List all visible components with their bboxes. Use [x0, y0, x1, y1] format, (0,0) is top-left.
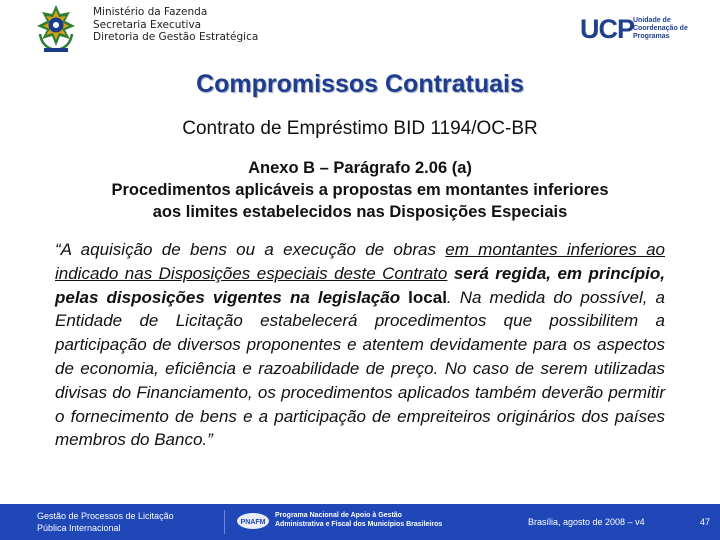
- annex-line1: Anexo B – Parágrafo 2.06 (a): [248, 159, 472, 177]
- ucp-logo-icon: [580, 14, 688, 44]
- org-ministry: Ministério da Fazenda: [93, 6, 208, 18]
- ucp-logo-subtext: [633, 17, 688, 41]
- ucp-logo-letters: UCP: [580, 14, 635, 44]
- org-directorate: Diretoria de Gestão Estratégica: [93, 31, 259, 43]
- brazil-coat-of-arms-icon: [32, 4, 80, 54]
- quote-bold-local: local: [408, 287, 447, 307]
- footer-bar: [0, 504, 720, 540]
- footer-date: Brasília, agosto de 2008 – v4: [528, 517, 645, 527]
- ucp-sub-line1: Unidade de: [633, 17, 671, 24]
- contract-quote: [55, 238, 665, 452]
- quote-open: “A aquisição de bens ou a execução de obras: [55, 240, 446, 259]
- ucp-sub-line2: Coordenação de: [633, 25, 688, 32]
- pnafm-logo-text: PNAFM: [240, 519, 266, 526]
- page-number: 47: [700, 517, 711, 527]
- annex-line2: Procedimentos aplicáveis a propostas em montantes inferiores: [111, 181, 609, 199]
- footer-divider: [224, 510, 225, 534]
- pnafm-logo-icon: [236, 512, 270, 530]
- footer-program: [275, 512, 442, 529]
- footer-course-line1: Gestão de Processos de Licitação: [37, 511, 174, 521]
- quote-underlined: em montantes inferiores ao indicado nas Disposições especiais deste Contrato: [55, 240, 665, 283]
- ucp-sub-line3: Programas: [633, 33, 670, 40]
- org-secretariat: Secretaria Executiva: [93, 18, 202, 31]
- quote-bold: será regida, em princípio, pelas disposições vigentes na legislação: [55, 263, 665, 307]
- slide-subtitle: Contrato de Empréstimo BID 1194/OC-BR: [182, 118, 538, 139]
- quote-rest: . Na medida do possível, a Entidade de Licitação estabelecerá procedimentos que possibilitem a participação de diversos proponentes e atentem devidamente para os aspectos de economia, eficiência e razoabilidade de preço. No caso de serem utilizadas divisas do Financiamento, os procedimentos aplicados também deverão permitir o fornecimento de bens e a participação de empreiteiros originários dos países membros do Banco.”: [55, 287, 665, 450]
- slide-title: Compromissos Contratuais: [196, 70, 524, 98]
- footer-course-line2: Pública Internacional: [37, 522, 121, 533]
- annex-line3: aos limites estabelecidos nas Disposições Especiais: [152, 203, 568, 221]
- footer-course: [37, 511, 174, 534]
- footer-program-line2: Administrativa e Fiscal dos Municípios Brasileiros: [275, 520, 443, 528]
- footer-program-line1: Programa Nacional de Apoio à Gestão: [275, 512, 402, 519]
- header-org-text: [93, 6, 258, 44]
- annex-heading: [0, 157, 720, 223]
